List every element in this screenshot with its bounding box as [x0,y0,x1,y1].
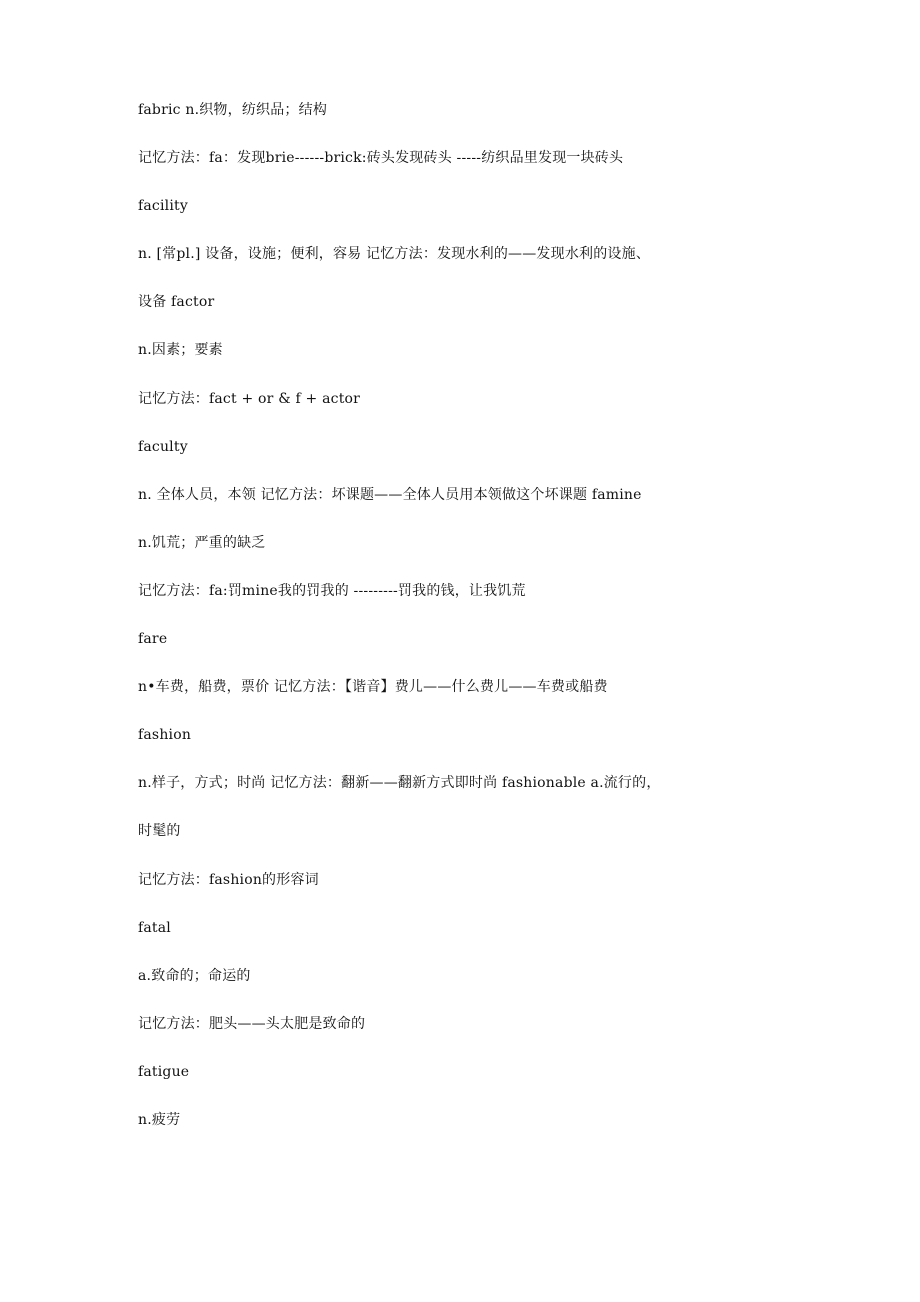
memory-method-line: 记忆方法：fa:罚mine我的罚我的 ---------罚我的钱，让我饥荒 [138,582,526,599]
definition-line: n•车费，船费，票价 记忆方法：【谐音】费儿——什么费儿——车费或船费 [138,679,608,696]
entry-fashion-word: fashion [138,727,192,744]
document-body [138,98,738,1156]
entry-fatigue-word: fatigue [138,1063,190,1080]
definition-line: 设备 factor [138,294,215,311]
definition-line: n.样子，方式；时尚 记忆方法：翻新——翻新方式即时尚 fashionable a.流行的， [138,775,661,792]
definition-line: n.因素；要素 [138,342,223,359]
definition-line: 时髦的 [138,823,181,840]
memory-method-line: 记忆方法：fashion的形容词 [138,871,319,888]
entry-fare-word: fare [138,631,168,648]
memory-method-line: 记忆方法：肥头——头太肥是致命的 [138,1015,366,1032]
entry-fatal-word: fatal [138,919,171,936]
definition-line: n. 全体人员，本领 记忆方法：坏课题——全体人员用本领做这个坏课题 famine [138,486,642,503]
definition-line: n.疲劳 [138,1111,181,1128]
definition-line: n. [常pl.] 设备，设施；便利，容易 记忆方法：发现水利的——发现水利的设施、 [138,246,651,263]
entry-fabric-line: fabric n.织物，纺织品；结构 [138,102,328,118]
entry-faculty-word: faculty [138,438,188,455]
definition-line: a.致命的；命运的 [138,967,251,984]
entry-facility-word: facility [138,198,188,215]
memory-method-line: 记忆方法：fa：发现brie------brick:砖头发现砖头 -----纺织品里发现一块砖头 [138,150,624,167]
definition-line: n.饥荒；严重的缺乏 [138,534,266,551]
memory-method-line: 记忆方法：fact + or & f + actor [138,390,361,407]
